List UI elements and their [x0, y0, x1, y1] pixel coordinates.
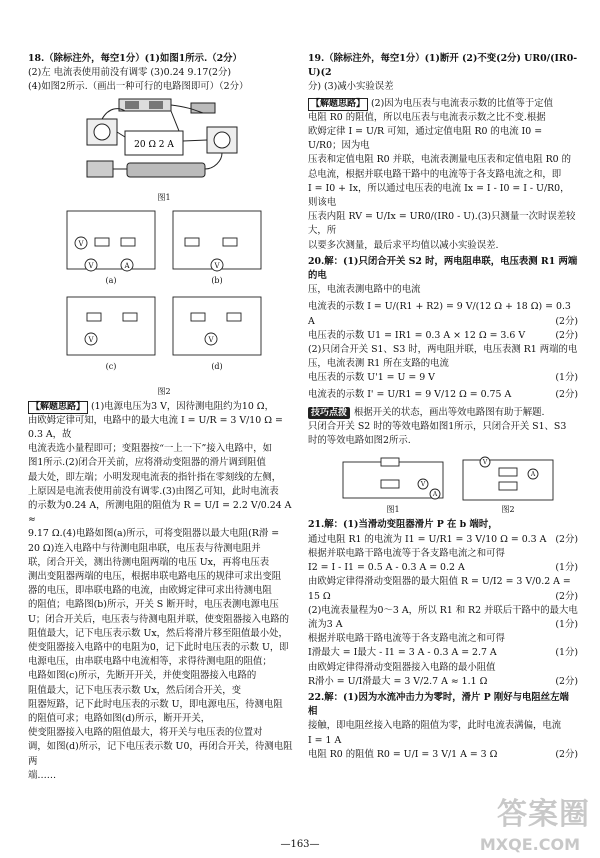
q20-line6: 压，电流表测 R1 所在支路的电流 [308, 358, 449, 370]
watermark-logo: 答案圈 [497, 797, 590, 832]
q18-tip-line: 的阻值；电路图(b)所示，开关 S 断开时，电压表测电源电压 [28, 599, 279, 611]
page-number: —163— [280, 839, 320, 850]
q19-tip-line: (2)因为电压表与电流表示数的比值等于定值 [371, 97, 554, 109]
q18-tip-line: 的阻值可求；电路如图(d)所示，断开开关， [28, 713, 211, 725]
svg-text:V: V [482, 459, 488, 467]
svg-text:A: A [432, 491, 438, 499]
q18-figure2-circuits [61, 205, 267, 385]
q22-line2: 接触，即电阻丝接入电路的阻值为零，此时电流表满偏，电流 [308, 720, 562, 732]
q18-tip-line: U；闭合开关后，电压表与待测电阻并联，使变阻器接入电路的 [28, 613, 290, 625]
score: (1分) [555, 372, 578, 384]
q21-line8: 根据并联电路干路电流等于各支路电流之和可得 [308, 633, 505, 645]
q19-tip-line: 欧姆定律 I = U/R 可知，通过定值电阻 R0 的电流 I0 = U/R0；因为电 [308, 126, 543, 152]
q22-line4: 电阻 R0 的阻值 R0 = U/I = 3 V/1 A = 3 Ω [308, 748, 498, 760]
q18-tip-line: 测出变阻器两端的电压，根据串联电路电压的规律可求出变阻 [28, 571, 282, 583]
q20-line5: (2)只闭合开关 S1、S3 时，两电阻并联，电压表测 R1 两端的电 [308, 344, 578, 356]
q19-tip-line: 压表内阻 RV = U/Ix = UR0/(IR0 - U).(3)只测量一次时误差较大，所 [308, 211, 576, 237]
score: (2分) [555, 748, 578, 760]
q18-tip-line: 阻值最大，记下电压表示数 Ux，然后将滑片移至阻值最小处， [28, 627, 288, 639]
q18-tip-line: 调，如图(d)所示，记下电压表示数 U0，再闭合开关，待测电阻两 [28, 741, 293, 767]
svg-text:V: V [88, 335, 94, 344]
score: (2分) [555, 533, 578, 545]
q20-tip-line: 只闭合开关 S2 时的等效电路如图1所示，只闭合开关 S1、S3 [308, 421, 567, 433]
score: (1分) [555, 647, 578, 659]
q20-line2: 压，电流表测电路中的电流 [308, 284, 421, 296]
q18-tip-line: 最大处，即左端；小明发现电流表的指针指在零刻线的左侧， [28, 471, 282, 483]
q18-line2: (2)左 电流表使用前没有调零 (3)0.24 9.17(2分) [28, 67, 232, 79]
q19-tip-tag: 【解题思路】 [308, 98, 368, 111]
q18-tip-line: 上原因是电流表使用前没有调零.(3)由图乙可知，此时电流表 [28, 485, 279, 497]
q21-line7: 流为3 A [308, 618, 343, 630]
svg-text:A: A [530, 471, 536, 479]
q22-line3: I = 1 A [308, 734, 342, 746]
q18-tip-line: 由欧姆定律可知，电路中的最大电流 I = U/R = 3 V/10 Ω = 0.3 A，故 [28, 414, 283, 441]
q21-line2: 通过电阻 R1 的电流为 I1 = U/R1 = 3 V/10 Ω = 0.3 A [308, 533, 547, 545]
fig1-caption: 图1 [157, 192, 171, 202]
q18-tip-line: 器的电压，即串联电路的电流，由欧姆定律可求出待测电阻 [28, 585, 272, 597]
q18-tip-line: 联，闭合开关，测出待测电阻两端的电压 Ux，再将电压表 [28, 556, 270, 568]
q21-line6: (2)电流表量程为0～3 A，所以 R1 和 R2 并联后干路中的最大电 [308, 604, 578, 616]
q18-tip-line: 使变阻器接入电路中的电阻为0，记下此时电压表的示数 U，即 [28, 642, 289, 654]
q21-line9: I滑最大 = I最大 - I1 = 3 A - 0.3 A = 2.7 A [308, 647, 497, 659]
q18-tip-line: 图1所示.(2)闭合开关前，应将滑动变阻器的滑片调到阻值 [28, 457, 266, 469]
fig2-caption: 图2 [157, 386, 171, 396]
svg-text:V: V [88, 261, 94, 270]
q18-tip-line: 的示数为0.24 A，所测电阻的阻值为 R = U/I = 2.2 V/0.24 A ≈ [28, 500, 292, 526]
q20-fig1-caption: 图1 [386, 505, 400, 515]
q19-head: 19.（除标注外，每空1分）(1)断开 (2)不变(2分) UR0/(IR0-U)(2 [308, 53, 578, 79]
score: (2分) [555, 329, 578, 341]
score: (2分) [555, 388, 578, 400]
score: (1分) [555, 618, 578, 630]
q18-tip-line: 端…… [28, 769, 57, 781]
score: (1分) [555, 562, 578, 574]
q20-head: 20.解：(1)只闭合开关 S2 时，两电阻串联，电压表测 R1 两端的电 [308, 255, 578, 282]
svg-text:V: V [214, 261, 220, 270]
fig2-sub-a: (a) [105, 275, 117, 285]
q20-eq3: 电压表的示数 U'1 = U = 9 V [308, 372, 435, 384]
q18-figure1-apparatus [79, 97, 249, 191]
svg-text:V: V [78, 239, 84, 248]
q20-equivalent-circuits [323, 450, 563, 516]
q22-head: 22.解：(1)因为水流冲击力为零时，滑片 P 刚好与电阻丝左端相 [308, 691, 569, 718]
score: (2分) [555, 315, 578, 327]
fig1-rheostat-label: 20 Ω 2 A [134, 139, 174, 150]
q20-tip-tag: 技巧点拨 [308, 407, 350, 419]
score: (2分) [555, 590, 578, 602]
q21-line10: 由欧姆定律得滑动变阻器接入电路的最小阻值 [308, 661, 496, 673]
left-column [28, 52, 300, 783]
q18-tip-line: 电流表选小量程即可；变阻器按“一上一下”接入电路中，如 [28, 443, 272, 455]
svg-text:V: V [208, 335, 214, 344]
q20-eq4: 电流表的示数 I' = U/R1 = 9 V/12 Ω = 0.75 A [308, 388, 512, 400]
q18-tip-line: (1)电源电压为3 V，因待测电阻约为10 Ω， [91, 400, 274, 412]
q18-tip-line: 阻器短路，记下此时电压表的示数 U，即电源电压，待测电阻 [28, 698, 283, 710]
q18-tip-line: 使变阻器接入电路的阻值最大，将开关与电压表的位置对 [28, 727, 263, 739]
q19-tip-line: 总电流，根据并联电路干路中的电流等于各支路电流之和，即 [308, 168, 562, 180]
q20-eq1: 电流表的示数 I = U/(R1 + R2) = 9 V/(12 Ω + 18 Ω) = 0.3 A [308, 301, 571, 327]
q19-tip-line: 以要多次测量，最后求平均值以减小实验误差. [308, 239, 499, 251]
q20-eq2: 电压表的示数 U1 = IR1 = 0.3 A × 12 Ω = 3.6 V [308, 329, 526, 341]
svg-text:A: A [124, 261, 130, 270]
q18-tip-line: 电路如图(c)所示，先断开开关，并使变阻器接入电路的 [28, 670, 257, 682]
q18-tip-line: 阻值最大，记下电压表示数 Ux，然后闭合开关，变 [28, 684, 242, 696]
q18-tip-line: 20 Ω)连入电路中与待测电阻串联，电压表与待测电阻并 [28, 542, 261, 554]
score: (2分) [555, 675, 578, 687]
q19-tip-line: I = I0 + Ix，所以通过电压表的电流 Ix = I - I0 = I - U/R0，则该电 [308, 182, 570, 209]
q18-line3: (4)如图2所示.（画出一种可行的电路图即可）（2分） [28, 81, 249, 93]
q18-head: 18.（除标注外，每空1分）(1)如图1所示.（2分） [28, 53, 242, 64]
q19-line2: 分) (3)减小实验误差 [308, 81, 394, 93]
fig2-sub-d: (d) [211, 361, 223, 371]
q21-line5: 由欧姆定律得滑动变阻器的最大阻值 R = U/I2 = 3 V/0.2 A = 15 Ω [308, 576, 571, 602]
q18-tip-tag: 【解题思路】 [28, 401, 88, 414]
fig2-sub-b: (b) [211, 275, 223, 285]
q19-tip-line: 电阻 R0 的阻值，所以电压表与电流表示数之比不变.根据 [308, 111, 546, 123]
fig2-sub-c: (c) [105, 361, 117, 371]
q20-tip-line: 时的等效电路如图2所示. [308, 435, 411, 447]
right-column [308, 52, 578, 762]
q18-tip-line: 9.17 Ω.(4)电路如图(a)所示，可将变阻器以最大电阻(R滑 = [28, 528, 280, 540]
svg-text:V: V [420, 481, 426, 489]
q21-line3: 根据并联电路干路电流等于各支路电流之和可得 [308, 547, 505, 559]
q20-tip-line: 根据开关的状态，画出等效电路图有助于解题. [354, 406, 545, 418]
watermark-url: MXQE.COM [479, 835, 580, 854]
q19-tip-line: 压表和定值电阻 R0 并联，电流表测量电压表和定值电阻 R0 的 [308, 154, 571, 166]
q21-line4: I2 = I - I1 = 0.5 A - 0.3 A = 0.2 A [308, 562, 465, 574]
q21-line11: R滑小 = U/I滑最大 = 3 V/2.7 A ≈ 1.1 Ω [308, 675, 488, 687]
q18-tip-line: 电源电压，由串联电路中电流相等，求得待测电阻的阻值； [28, 656, 272, 668]
q20-fig2-caption: 图2 [501, 505, 515, 515]
q21-head: 21.解：(1)当滑动变阻器滑片 P 在 b 端时， [308, 519, 498, 531]
